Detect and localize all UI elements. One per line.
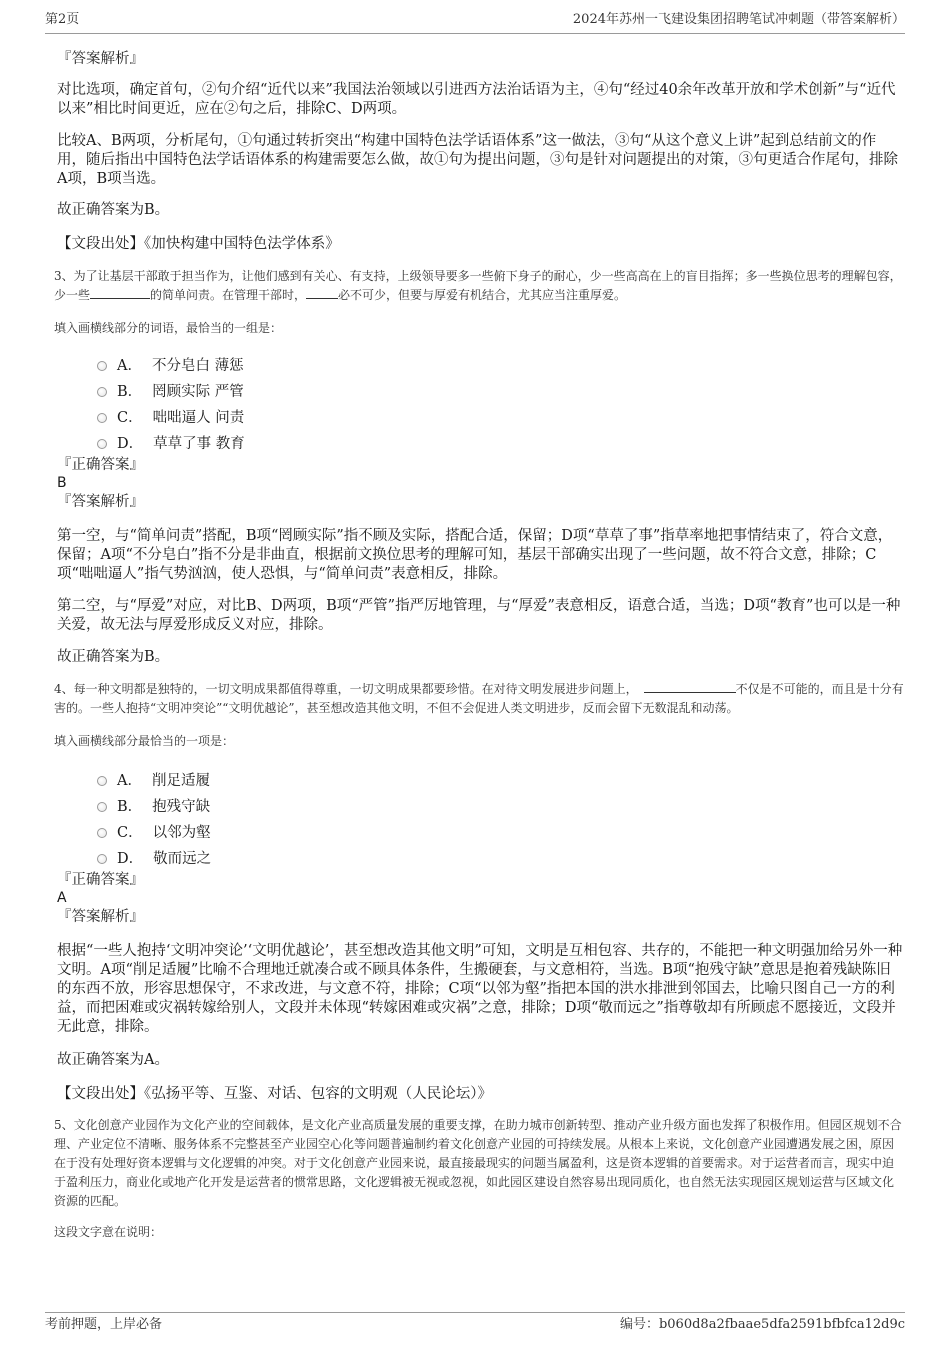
q4-conclusion: 故正确答案为A。 [57, 1052, 169, 1068]
q4-analysis-p1: 根据“一些人抱持‘文明冲突论’‘文明优越论’，甚至想改造其他文明”可知，文明是互相包容、共存的，不能把一种文明强加给另外一种文明。A项“削足适履”比喻不合理地迁就凑合或不顾具体条件，生搬硬套，与文意相符，当选。B项“抱残守缺”意思是抱着残缺陈旧的东西不放，形容思想保守，不求改进，与文意不符，排除；C项“以邻为壑”指把本国的洪水排泄到邻国去，比喻只图自己一方的利益，而把困难或灾祸转嫁给别人，文段并未体现“转嫁困难或灾祸”之意，排除；D项“敬而远之”指尊敬却有所顾虑不愿接近，文段并无此意，排除。 [57, 943, 903, 1035]
q4-option-d[interactable]: D． 敬而远之 [97, 844, 905, 870]
document-id: 编号：b060d8a2fbaae5dfa2591bfbfca12d9c [619, 1317, 905, 1332]
q3-option-a[interactable]: A． 不分皂白 薄惩 [97, 351, 905, 377]
q3-conclusion: 故正确答案为B。 [57, 649, 170, 665]
q4-option-a[interactable]: A． 削足适履 [97, 766, 905, 792]
q4-blank [644, 680, 736, 693]
radio-icon[interactable] [97, 854, 107, 864]
document-title: 2024年苏州一飞建设集团招聘笔试冲刺题（带答案解析） [572, 12, 905, 27]
q5-stem: 5、文化创意产业园作为文化产业的空间载体，是文化产业高质量发展的重要支撑，在助力城市创新转型、推动产业升级方面也发挥了积极作用。但园区规划不合理、产业定位不清晰、服务体系不完整甚至产业园空心化等问题普遍制约着文化创意产业园的可持续发展。从根本上来说，文化创意产业园遭遇发展之困，原因在于没有处理好资本逻辑与文化逻辑的冲突。对于文化创意产业园来说，最直接最现实的问题当属盈利，这是资本逻辑的首要需求。对于运营者而言，现实中迫于盈利压力，商业化或地产化开发是运营者的惯常思路，文化逻辑被无视或忽视，如此园区建设自然容易出现同质化，也自然无法实现园区规划运营与区域文化资源的匹配。 [54, 1118, 902, 1208]
radio-icon[interactable] [97, 439, 107, 449]
q4-option-c[interactable]: C． 以邻为壑 [97, 818, 905, 844]
q4-stem-part2: 不仅是不可能的，而且是十分有害的。一些人抱持“文明冲突论”“文明优越论”，甚至想改造其他文明，不但不会促进人类文明进步，反而会留下无数混乱和动荡。 [54, 682, 904, 715]
q4-source-title: 《弘扬平等、互鉴、对话、包容的文明观（人民论坛）》 [144, 1086, 492, 1102]
q3-analysis-p1: 第一空，与“简单问责”搭配，B项“罔顾实际”指不顾及实际，搭配合适，保留；D项“草草了事”指草率地把事情结束了，符合文意，保留；A项“不分皂白”指不分是非曲直，根据前文换位思考的理解可知，基层干部确实出现了一些问题，故不符合文意，排除；C项“咄咄逼人”指气势汹汹，使人恐惧，与“简单问责”表意相反，排除。 [57, 528, 893, 582]
q4-source [57, 1084, 905, 1104]
radio-icon[interactable] [97, 776, 107, 786]
q4-correct-label: 『正确答案』 [57, 872, 144, 888]
source-prefix: 【文段出处】 [57, 236, 144, 252]
q3-stem-part2: 的简单问责。在管理干部时， [150, 288, 307, 302]
page-number: 第2页 [45, 12, 80, 27]
q3-option-b[interactable]: B． 罔顾实际 严管 [97, 377, 905, 403]
radio-icon[interactable] [97, 387, 107, 397]
q3-blank-1 [90, 286, 150, 299]
q3-analysis-label: 『答案解析』 [57, 494, 144, 510]
q3-options [57, 351, 905, 455]
radio-icon[interactable] [97, 828, 107, 838]
q3-analysis-p2: 第二空，与“厚爱”对应，对比B、D两项，B项“严管”指严厉地管理，与“厚爱”表意相反，语意合适，当选；D项“教育”也可以是一种关爱，故无法与厚爱形成反义对应，排除。 [57, 598, 901, 633]
q4-prompt: 填入画横线部分最恰当的一项是： [54, 734, 235, 748]
q3-stem-part3: 必不可少，但要与厚爱有机结合，尤其应当注重厚爱。 [338, 288, 627, 302]
q3-option-c[interactable]: C． 咄咄逼人 问责 [97, 403, 905, 429]
source-prefix: 【文段出处】 [57, 1086, 144, 1102]
q2-analysis-p2: 比较A、B两项，分析尾句，①句通过转折突出“构建中国特色法学话语体系”这一做法，③句“从这个意义上讲”起到总结前文的作用，随后指出中国特色法学话语体系的构建需要怎么做，故①句为提出问题，③句是针对问题提出的对策，③句更适合作尾句，排除A项，B项当选。 [57, 133, 898, 187]
q3-option-d[interactable]: D． 草草了事 教育 [97, 429, 905, 455]
page-footer [45, 1312, 905, 1334]
q2-analysis-p1: 对比选项，确定首句，②句介绍“近代以来”我国法治领域以引进西方法治话语为主，④句“经过40余年改革开放和学术创新”与“近代以来”相比时间更近，应在②句之后，排除C、D两项。 [57, 82, 896, 117]
q5-prompt: 这段文字意在说明： [54, 1225, 163, 1239]
q3-correct-label: 『正确答案』 [57, 457, 144, 473]
footer-slogan: 考前押题，上岸必备 [45, 1317, 163, 1332]
q2-source-title: 《加快构建中国特色法学体系》 [144, 236, 340, 252]
q2-source [57, 234, 905, 254]
q2-conclusion: 故正确答案为B。 [57, 202, 170, 218]
q3-prompt: 填入画横线部分的词语，最恰当的一组是： [54, 321, 283, 335]
radio-icon[interactable] [97, 413, 107, 423]
q4-stem-part1: 4、每一种文明都是独特的，一切文明成果都值得尊重，一切文明成果都要珍惜。在对待文明发展进步问题上， [54, 682, 638, 696]
content [54, 49, 905, 1241]
q4-option-b[interactable]: B． 抱残守缺 [97, 792, 905, 818]
radio-icon[interactable] [97, 802, 107, 812]
q3-stem-part1: 3、为了让基层干部敢于担当作为，让他们感到有关心、有支持，上级领导要多一些俯下身子的耐心，少一些高高在上的盲目指挥；多一些换位思考的理解包容，少一些 [54, 269, 902, 302]
q3-blank-2 [306, 286, 338, 299]
radio-icon[interactable] [97, 361, 107, 371]
q4-analysis-label: 『答案解析』 [57, 909, 144, 925]
q4-stem [54, 680, 905, 718]
q2-analysis-label: 『答案解析』 [57, 51, 144, 67]
page-header [45, 12, 905, 34]
q4-answer: A [57, 890, 67, 906]
q3-stem [54, 267, 905, 305]
q3-answer: B [57, 475, 67, 491]
q4-options [57, 766, 905, 870]
